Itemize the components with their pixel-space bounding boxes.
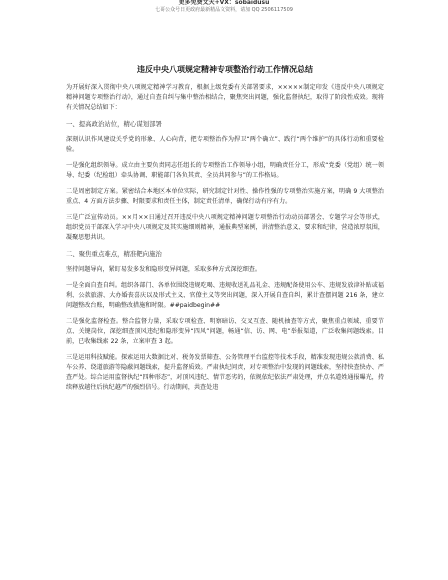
section-heading: 二、聚焦重点难点，精准靶向施治	[66, 250, 162, 258]
header-contact-line: 七哥公众号日更政府最新精品文资料，请加 QQ 2506117509	[155, 7, 293, 13]
paragraph: 深刻认识作风建设关乎党的形象、人心向背，把专项整治作为捍卫“两个确立”、践行“两个维护”的具体行动和重要检验。	[66, 136, 384, 153]
paragraph: 二是周密制定方案。紧密结合本地区本单位实际，研究制定针对性、操作性强的专项整治实施方案，明确 9 大项整治重点、4 方面方法步骤、时限要求和责任主体，制定责任清单，确保行动有序有力。	[66, 188, 384, 205]
paragraph: 三是广泛宣传动员。××月××日通过召开违反中央八项规定精神问题专项整治行动动员部署会、专题学习会等形式，组织党员干部深入学习中央八项规定及其实施细则精神，通报典型案例，讲清整治意义、要求和纪律，营造浓厚氛围，凝聚思想共识。	[66, 214, 384, 241]
document-body	[66, 65, 384, 399]
paragraph: 一是全面自查自纠。组织各部门、各单位围绕违规吃喝、违规收送礼品礼金、违规配备使用公车、违规发放津补贴或福利、公款旅游、大办婚丧喜庆以及形式主义、官僚主义等突出问题，深入开展自查自纠，累计查摆问题 216 条，建立问题整改台账，明确整改措施和时限。##paidbegin##	[66, 282, 384, 309]
header-promo-line: 更多免费文天+VX：sobaidusu	[178, 0, 270, 6]
document-title: 违反中央八项规定精神专项整治行动工作情况总结	[137, 65, 313, 74]
paragraph: 为开展好深入贯彻中央八项规定精神学习教育，根据上级党委有关部署要求，×××××制定印发《违反中央八项规定精神问题专项整治行动》，通过自查自纠与集中整治相结合，聚焦突出问题，强化监督执纪，取得了阶段性成效。现将有关情况总结如下：	[66, 84, 384, 111]
paragraph: 坚持问题导向，紧盯易发多发和隐形变异问题，采取多种方式深挖细查。	[66, 266, 261, 273]
paragraph: 一是强化组织领导。成立由主要负责同志任组长的专项整治工作领导小组，明确责任分工，形成“党委（党组）统一领导、纪委（纪检组）牵头协调、职能部门各负其责、全员共同参与”的工作格局。	[66, 162, 384, 179]
section-heading: 一、提高政治站位，精心谋划部署	[66, 120, 162, 128]
paragraph: 三是运用科技赋能。探索运用大数据比对、税务发票筛查、公务管理平台监控等技术手段，精准发现违规公款消费、私车公养、绕道旅游等隐蔽问题线索，提升监督质效。严肃执纪问责，对专项整治中发现的问题线索，坚持快查快办、严查严处。综合运用监督执纪“四种形态”，对顶风违纪、情节恶劣的，依规依纪依法严肃处理，并点名道姓通报曝光，持续释放越往后执纪越严的强烈信号。行动期间，共查处违	[66, 354, 384, 391]
paragraph: 二是强化监督检查。整合监督力量，采取专项检查、明察暗访、交叉互查、随机抽查等方式，聚焦重点领域、重要节点、关键岗位，深挖细查顶风违纪和隐形变异“四风”问题，畅通“信、访、网、电”举报渠道，广泛收集问题线索。目前，已收集线索 22 条，立案审查 3 起。	[66, 318, 384, 345]
page-header	[0, 0, 448, 14]
